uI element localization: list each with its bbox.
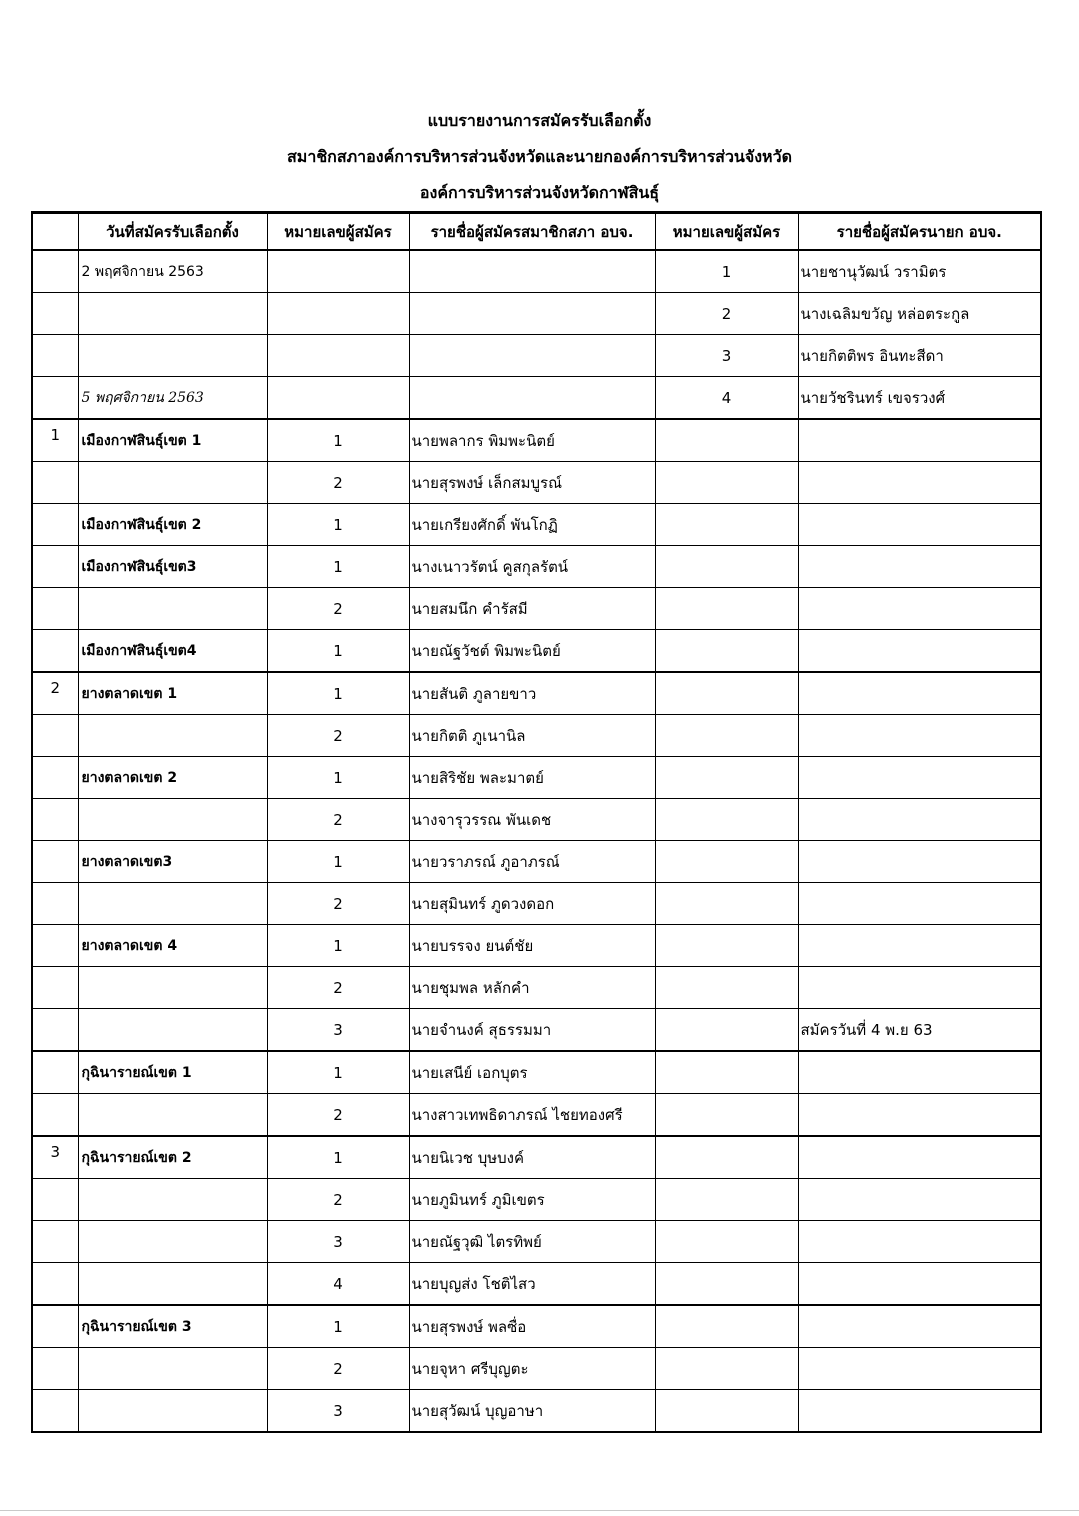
council-candidate-cell: นายบรรจง ยนต์ชัย	[409, 925, 655, 967]
area-cell	[78, 799, 267, 841]
district-index-cell	[32, 335, 78, 377]
table-row	[32, 1221, 1041, 1263]
table-header-row	[32, 213, 1041, 251]
area-cell	[78, 293, 267, 335]
district-index-cell	[32, 1221, 78, 1263]
area-cell: เมืองกาฬสินธุ์เขต 1	[78, 419, 267, 462]
table-row	[32, 967, 1041, 1009]
council-candidate-cell: นายนิเวช บุษบงค์	[409, 1136, 655, 1179]
council-candidate-cell: นายสันติ ภูลายขาว	[409, 672, 655, 715]
area-cell	[78, 1221, 267, 1263]
president-number-cell	[655, 588, 798, 630]
district-index-cell	[32, 799, 78, 841]
council-number-cell: 1	[267, 672, 409, 715]
council-number-cell: 3	[267, 1221, 409, 1263]
president-candidate-cell	[798, 419, 1041, 462]
president-number-cell: 2	[655, 293, 798, 335]
council-candidate-cell	[409, 250, 655, 293]
district-index-cell	[32, 293, 78, 335]
president-candidate-cell	[798, 841, 1041, 883]
council-number-cell: 1	[267, 546, 409, 588]
president-number-cell: 4	[655, 377, 798, 420]
president-number-cell	[655, 757, 798, 799]
table-row	[32, 1179, 1041, 1221]
president-number-cell	[655, 925, 798, 967]
district-index-cell	[32, 250, 78, 293]
council-number-cell	[267, 377, 409, 420]
president-number-cell	[655, 462, 798, 504]
header-president-number: หมายเลขผู้สมัคร	[655, 213, 798, 251]
table-row	[32, 1263, 1041, 1306]
table-row	[32, 546, 1041, 588]
president-number-cell	[655, 419, 798, 462]
council-number-cell: 2	[267, 799, 409, 841]
president-number-cell	[655, 1348, 798, 1390]
area-cell	[78, 1263, 267, 1306]
table-row	[32, 757, 1041, 799]
council-number-cell: 2	[267, 1348, 409, 1390]
president-number-cell	[655, 1179, 798, 1221]
council-number-cell	[267, 293, 409, 335]
president-number-cell	[655, 1390, 798, 1433]
district-index-cell	[32, 462, 78, 504]
area-cell: ยางตลาดเขต 2	[78, 757, 267, 799]
table-row	[32, 335, 1041, 377]
council-candidate-cell: นางจารุวรรณ พันเดช	[409, 799, 655, 841]
council-candidate-cell: นายภูมินทร์ ภูมิเขตร	[409, 1179, 655, 1221]
council-candidate-cell: นายสุมินทร์ ภูดวงดอก	[409, 883, 655, 925]
area-cell: 2 พฤศจิกายน 2563	[78, 250, 267, 293]
president-candidate-cell: สมัครวันที่ 4 พ.ย 63	[798, 1009, 1041, 1052]
president-number-cell	[655, 1094, 798, 1137]
president-number-cell	[655, 546, 798, 588]
president-number-cell	[655, 1009, 798, 1052]
council-candidate-cell: นายณัฐวัชต์ พิมพะนิตย์	[409, 630, 655, 673]
president-candidate-cell	[798, 715, 1041, 757]
area-cell	[78, 462, 267, 504]
president-number-cell	[655, 672, 798, 715]
area-cell	[78, 967, 267, 1009]
header-application-date: วันที่สมัครรับเลือกตั้ง	[78, 213, 267, 251]
president-candidate-cell	[798, 630, 1041, 673]
council-number-cell: 1	[267, 757, 409, 799]
council-number-cell: 1	[267, 1136, 409, 1179]
council-number-cell: 1	[267, 1305, 409, 1348]
report-subtitle: สมาชิกสภาองค์การบริหารส่วนจังหวัดและนายกองค์การบริหารส่วนจังหวัด	[287, 147, 792, 166]
district-index-cell	[32, 588, 78, 630]
table-row	[32, 1348, 1041, 1390]
report-title: แบบรายงานการสมัครรับเลือกตั้ง	[427, 111, 652, 130]
council-number-cell: 4	[267, 1263, 409, 1306]
council-candidate-cell: นายวราภรณ์ ภูอาภรณ์	[409, 841, 655, 883]
area-cell	[78, 1348, 267, 1390]
page-edge-line	[0, 1510, 1079, 1511]
district-index-cell: 2	[32, 672, 78, 715]
council-candidate-cell: นายชุมพล หลักคำ	[409, 967, 655, 1009]
area-cell	[78, 1094, 267, 1137]
council-number-cell: 2	[267, 967, 409, 1009]
council-number-cell: 1	[267, 504, 409, 546]
council-candidate-cell: นายสุวัฒน์ บุญอาษา	[409, 1390, 655, 1433]
council-number-cell: 2	[267, 1179, 409, 1221]
council-candidate-cell	[409, 335, 655, 377]
table-row	[32, 462, 1041, 504]
area-cell	[78, 883, 267, 925]
district-index-cell	[32, 377, 78, 420]
council-number-cell: 2	[267, 883, 409, 925]
president-candidate-cell	[798, 546, 1041, 588]
table-row	[32, 1390, 1041, 1433]
council-candidate-cell	[409, 377, 655, 420]
president-candidate-cell	[798, 967, 1041, 1009]
president-candidate-cell	[798, 925, 1041, 967]
president-candidate-cell	[798, 757, 1041, 799]
president-candidate-cell	[798, 462, 1041, 504]
table-row	[32, 715, 1041, 757]
district-index-cell	[32, 967, 78, 1009]
table-body	[32, 250, 1041, 1432]
header-president-candidate: รายชื่อผู้สมัครนายก อบจ.	[798, 213, 1041, 251]
area-cell	[78, 1179, 267, 1221]
table-row	[32, 1094, 1041, 1137]
area-cell: กุฉินารายณ์เขต 1	[78, 1051, 267, 1094]
council-candidate-cell: นายพลากร พิมพะนิตย์	[409, 419, 655, 462]
council-candidate-cell: นายกิตติ ภูเนานิล	[409, 715, 655, 757]
president-candidate-cell: นางเฉลิมขวัญ หล่อตระกูล	[798, 293, 1041, 335]
president-candidate-cell	[798, 1263, 1041, 1306]
president-number-cell: 1	[655, 250, 798, 293]
table-row	[32, 504, 1041, 546]
president-candidate-cell	[798, 1305, 1041, 1348]
council-number-cell: 3	[267, 1390, 409, 1433]
district-index-cell	[32, 757, 78, 799]
table-row	[32, 925, 1041, 967]
council-number-cell: 1	[267, 841, 409, 883]
report-organization: องค์การบริหารส่วนจังหวัดกาฬสินธุ์	[419, 183, 660, 202]
president-number-cell	[655, 630, 798, 673]
council-candidate-cell: นายบุญส่ง โชติไสว	[409, 1263, 655, 1306]
table-row	[32, 672, 1041, 715]
council-candidate-cell: นายเสนีย์ เอกบุตร	[409, 1051, 655, 1094]
president-candidate-cell: นายกิตติพร อินทะสีดา	[798, 335, 1041, 377]
table-row	[32, 799, 1041, 841]
council-number-cell: 3	[267, 1009, 409, 1052]
table-row	[32, 841, 1041, 883]
district-index-cell	[32, 1263, 78, 1306]
table-row	[32, 1305, 1041, 1348]
district-index-cell: 3	[32, 1136, 78, 1179]
president-number-cell	[655, 1051, 798, 1094]
president-number-cell	[655, 967, 798, 1009]
president-candidate-cell	[798, 1348, 1041, 1390]
president-candidate-cell	[798, 799, 1041, 841]
area-cell: 5 พฤศจิกายน 2563	[78, 377, 267, 420]
area-cell	[78, 715, 267, 757]
district-index-cell	[32, 841, 78, 883]
president-candidate-cell	[798, 1179, 1041, 1221]
district-index-cell	[32, 925, 78, 967]
table-row	[32, 377, 1041, 420]
district-index-cell	[32, 1305, 78, 1348]
council-candidate-cell: นางเนาวรัตน์ คูสกุลรัตน์	[409, 546, 655, 588]
president-number-cell	[655, 1263, 798, 1306]
table-row	[32, 630, 1041, 673]
council-candidate-cell: นายณัฐวุฒิ ไตรทิพย์	[409, 1221, 655, 1263]
district-index-cell	[32, 546, 78, 588]
council-number-cell	[267, 250, 409, 293]
council-candidate-cell: นายสมนึก คำรัสมี	[409, 588, 655, 630]
area-cell: ยางตลาดเขต3	[78, 841, 267, 883]
president-number-cell	[655, 883, 798, 925]
council-number-cell: 1	[267, 925, 409, 967]
district-index-cell	[32, 630, 78, 673]
council-candidate-cell: นายจำนงค์ สุธรรมมา	[409, 1009, 655, 1052]
president-candidate-cell	[798, 504, 1041, 546]
district-index-cell	[32, 1094, 78, 1137]
president-number-cell	[655, 1136, 798, 1179]
table-row	[32, 588, 1041, 630]
district-index-cell	[32, 883, 78, 925]
president-number-cell	[655, 504, 798, 546]
council-number-cell: 2	[267, 462, 409, 504]
president-number-cell	[655, 799, 798, 841]
council-candidate-cell: นางสาวเทพธิดาภรณ์ ไชยทองศรี	[409, 1094, 655, 1137]
area-cell: กุฉินารายณ์เขต 3	[78, 1305, 267, 1348]
candidate-table	[31, 211, 1042, 1433]
council-candidate-cell: นายเกรียงศักดิ์ พันโกฏิ	[409, 504, 655, 546]
president-number-cell: 3	[655, 335, 798, 377]
president-candidate-cell	[798, 883, 1041, 925]
council-number-cell: 1	[267, 630, 409, 673]
president-candidate-cell: นายวัชรินทร์ เขจรวงศ์	[798, 377, 1041, 420]
president-candidate-cell	[798, 1221, 1041, 1263]
area-cell	[78, 335, 267, 377]
council-number-cell: 2	[267, 1094, 409, 1137]
area-cell: ยางตลาดเขต 4	[78, 925, 267, 967]
council-number-cell	[267, 335, 409, 377]
district-index-cell	[32, 1348, 78, 1390]
council-number-cell: 1	[267, 1051, 409, 1094]
district-index-cell	[32, 1051, 78, 1094]
area-cell	[78, 588, 267, 630]
table-row	[32, 1136, 1041, 1179]
president-number-cell	[655, 841, 798, 883]
table-row	[32, 883, 1041, 925]
council-number-cell: 2	[267, 715, 409, 757]
council-candidate-cell: นายสุรพงษ์ พลซื่อ	[409, 1305, 655, 1348]
table-row	[32, 293, 1041, 335]
area-cell: เมืองกาฬสินธุ์เขต4	[78, 630, 267, 673]
area-cell	[78, 1390, 267, 1433]
council-candidate-cell: นายสิริชัย พละมาตย์	[409, 757, 655, 799]
area-cell: กุฉินารายณ์เขต 2	[78, 1136, 267, 1179]
table-row	[32, 1051, 1041, 1094]
council-candidate-cell: นายจุหา ศรีบุญตะ	[409, 1348, 655, 1390]
president-candidate-cell	[798, 1390, 1041, 1433]
area-cell: เมืองกาฬสินธุ์เขต 2	[78, 504, 267, 546]
district-index-cell	[32, 504, 78, 546]
area-cell: เมืองกาฬสินธุ์เขต3	[78, 546, 267, 588]
header-index	[32, 213, 78, 251]
council-number-cell: 2	[267, 588, 409, 630]
council-candidate-cell	[409, 293, 655, 335]
president-number-cell	[655, 1305, 798, 1348]
president-number-cell	[655, 715, 798, 757]
council-number-cell: 1	[267, 419, 409, 462]
president-candidate-cell	[798, 1094, 1041, 1137]
area-cell: ยางตลาดเขต 1	[78, 672, 267, 715]
council-candidate-cell: นายสุรพงษ์ เล็กสมบูรณ์	[409, 462, 655, 504]
district-index-cell	[32, 1179, 78, 1221]
president-candidate-cell	[798, 1136, 1041, 1179]
table-row	[32, 1009, 1041, 1052]
district-index-cell	[32, 715, 78, 757]
district-index-cell: 1	[32, 419, 78, 462]
district-index-cell	[32, 1009, 78, 1052]
president-number-cell	[655, 1221, 798, 1263]
president-candidate-cell	[798, 588, 1041, 630]
header-council-number: หมายเลขผู้สมัคร	[267, 213, 409, 251]
president-candidate-cell	[798, 672, 1041, 715]
table-row	[32, 250, 1041, 293]
president-candidate-cell	[798, 1051, 1041, 1094]
area-cell	[78, 1009, 267, 1052]
header-council-candidate: รายชื่อผู้สมัครสมาชิกสภา อบจ.	[409, 213, 655, 251]
district-index-cell	[32, 1390, 78, 1433]
table-row	[32, 419, 1041, 462]
president-candidate-cell: นายชานุวัฒน์ วรามิตร	[798, 250, 1041, 293]
